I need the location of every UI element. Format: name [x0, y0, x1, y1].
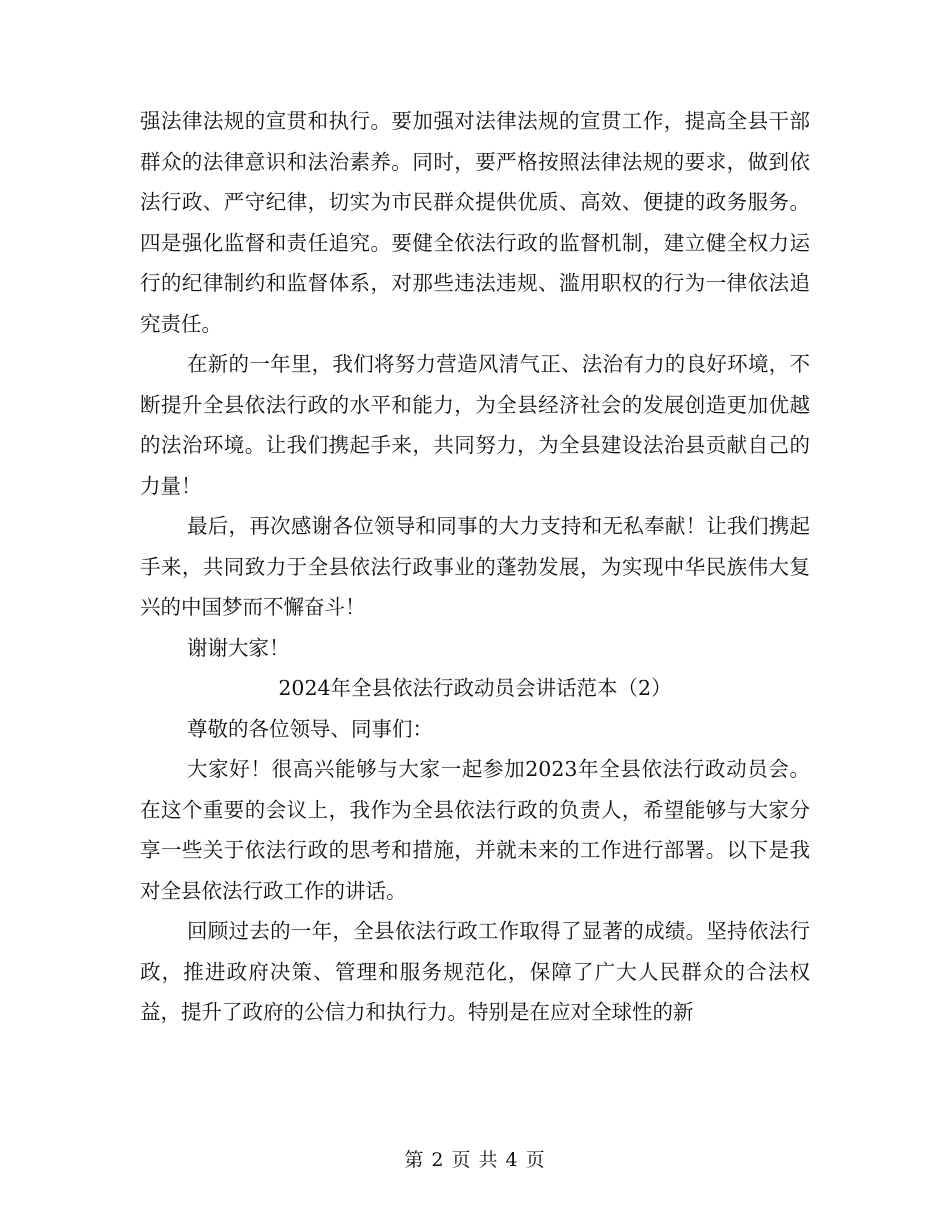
- document-body: [140, 101, 810, 1033]
- paragraph: 回顾过去的一年，全县依法行政工作取得了显著的成绩。坚持依法行政，推进政府决策、管理和服务规范化，保障了广大人民群众的合法权益，提升了政府的公信力和执行力。特别是在应对全球性的新: [140, 919, 810, 1024]
- paragraph: 在新的一年里，我们将努力营造风清气正、法治有力的良好环境，不断提升全县依法行政的水平和能力，为全县经济社会的发展创造更加优越的法治环境。让我们携起手来，共同努力，为全县建设法治县贡献自己的力量！: [140, 352, 810, 498]
- paragraph: 最后，再次感谢各位领导和同事的大力支持和无私奉献！让我们携起手来，共同致力于全县依法行政事业的蓬勃发展，为实现中华民族伟大复兴的中国梦而不懈奋斗！: [140, 514, 810, 619]
- page-number-footer: 第 2 页 共 4 页: [404, 1149, 546, 1171]
- paragraph-salutation: 尊敬的各位领导、同事们：: [187, 716, 433, 741]
- paragraph-continuation: 强法律法规的宣贯和执行。要加强对法律法规的宣贯工作，提高全县干部群众的法律意识和法治素养。同时，要严格按照法律法规的要求，做到依法行政、严守纪律，切实为市民群众提供优质、高效、便捷的政务服务。四是强化监督和责任追究。要健全依法行政的监督机制，建立健全权力运行的纪律制约和监督体系，对那些违法违规、滥用职权的行为一律依法追究责任。: [140, 109, 810, 336]
- paragraph: 大家好！很高兴能够与大家一起参加2023年全县依法行政动员会。在这个重要的会议上，我作为全县依法行政的负责人，希望能够与大家分享一些关于依法行政的思考和措施，并就未来的工作进行部署。以下是我对全县依法行政工作的讲话。: [140, 757, 810, 903]
- section-title: 2024年全县依法行政动员会讲话范本（2）: [278, 676, 672, 700]
- paragraph-closing: 谢谢大家！: [187, 635, 290, 660]
